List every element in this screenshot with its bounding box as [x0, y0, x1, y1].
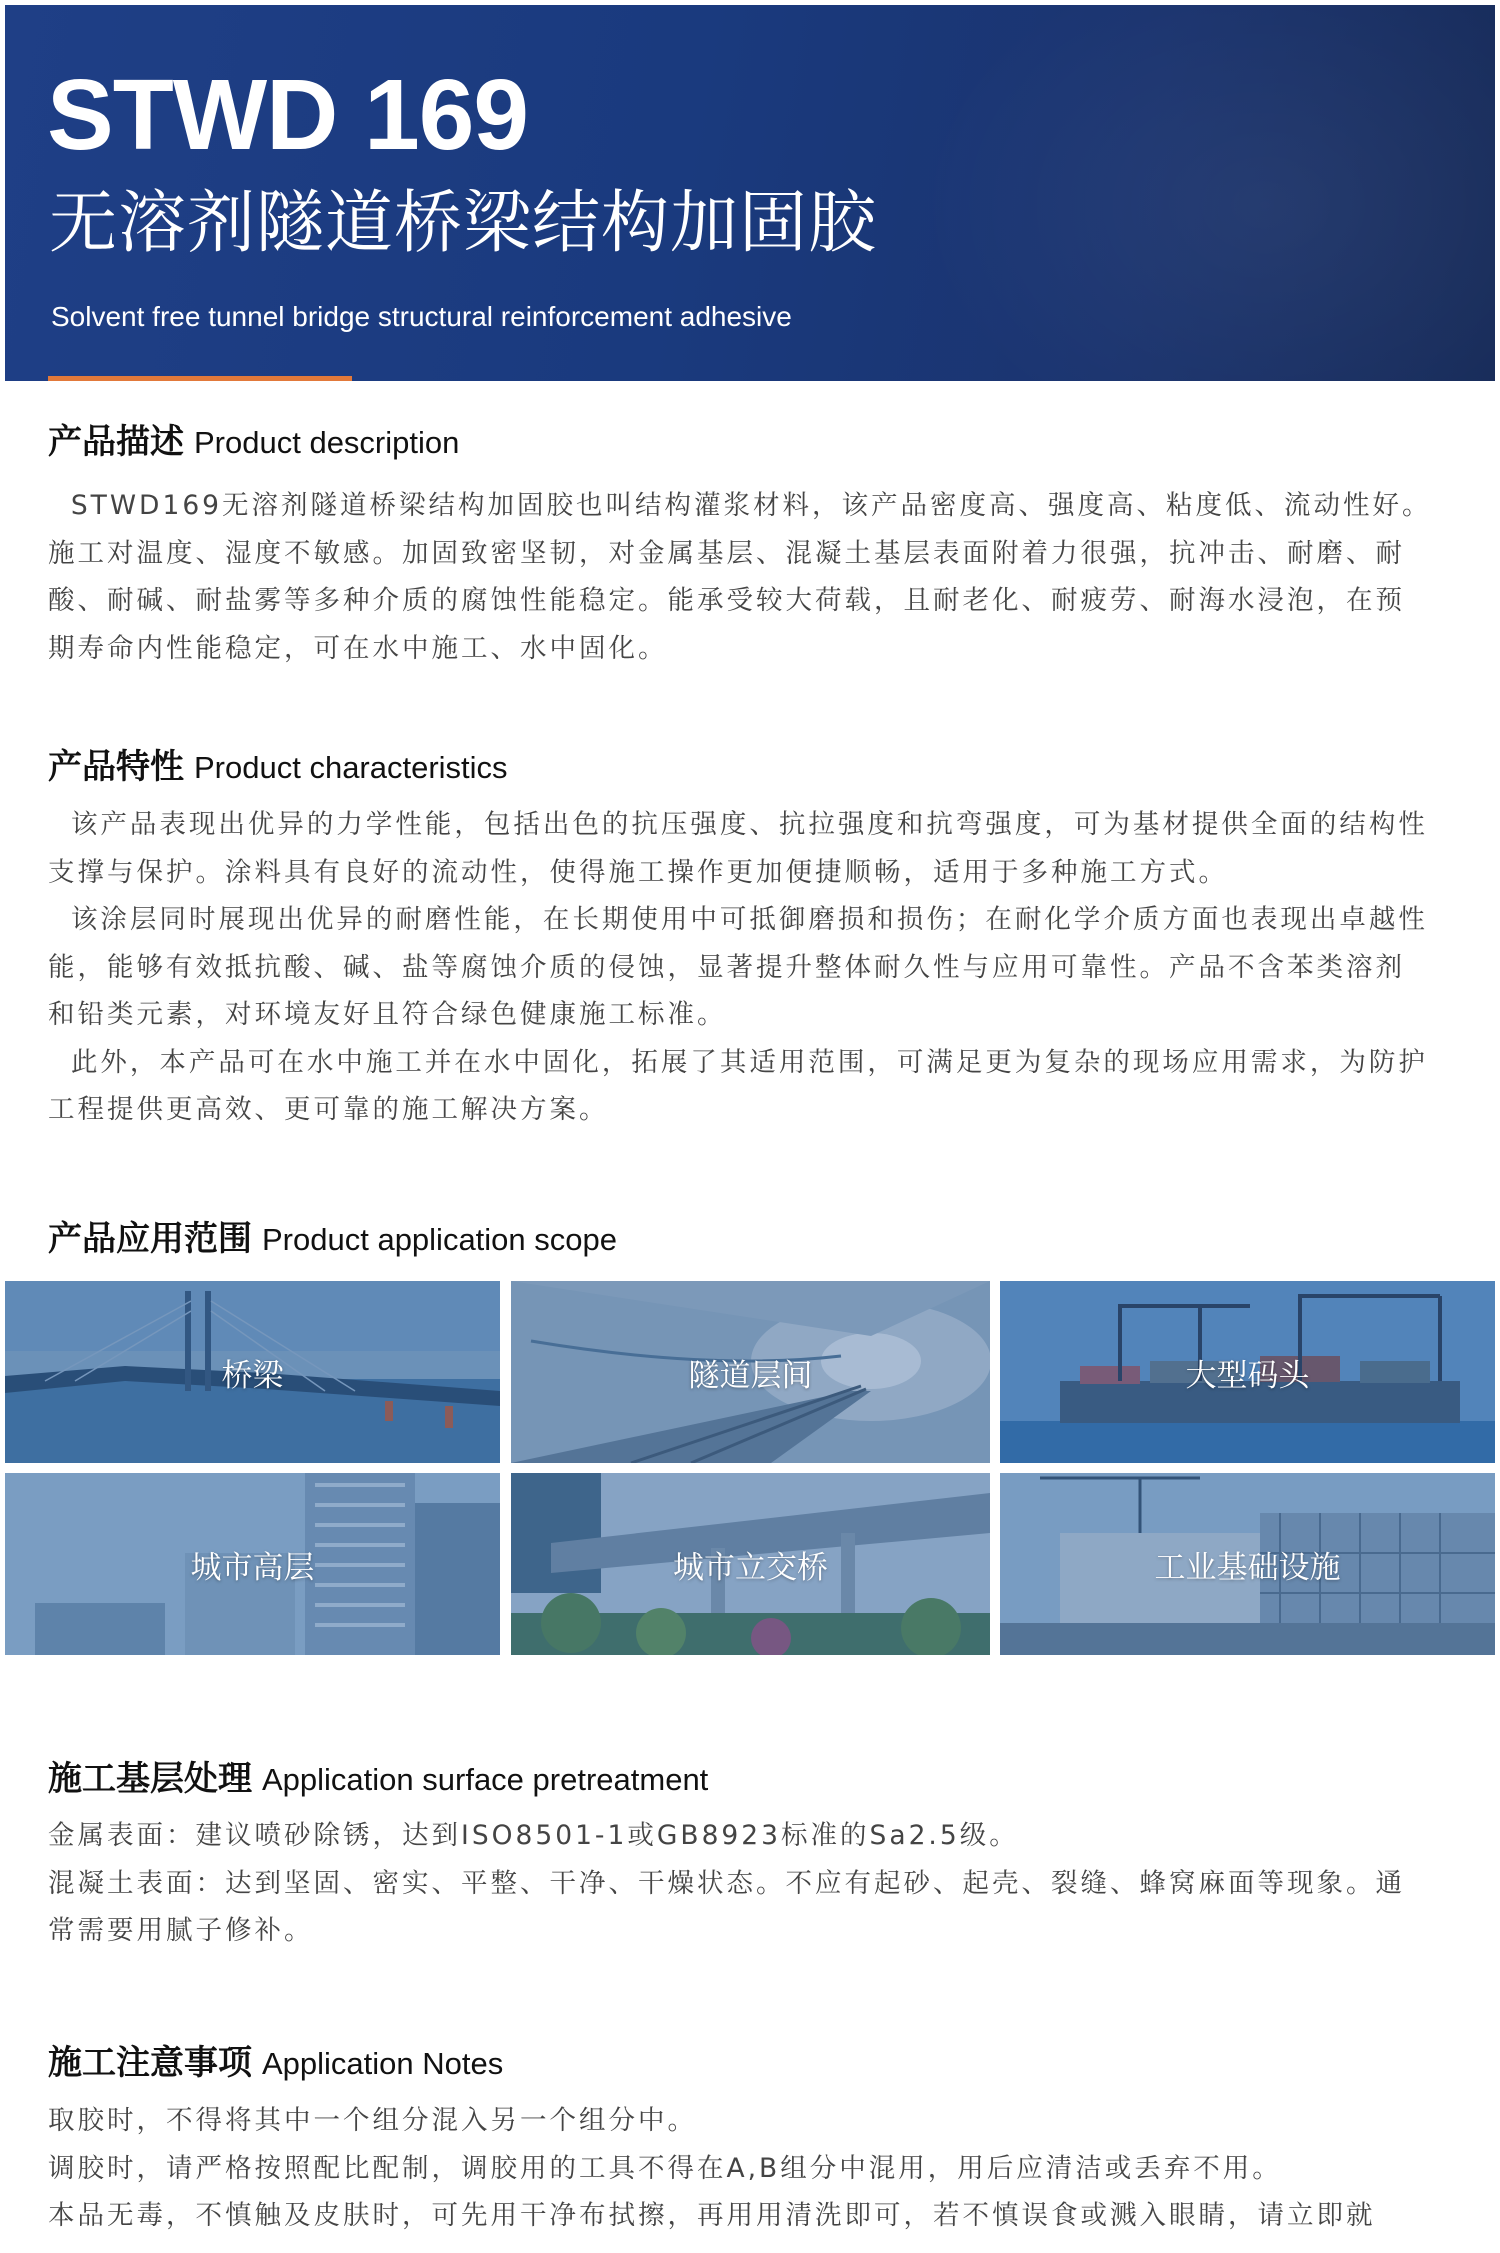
application-grid: [5, 1281, 1495, 1655]
section-title-en: Application surface pretreatment: [262, 1762, 709, 1797]
accent-bar: [48, 376, 352, 381]
paragraph-line: 该涂层同时展现出优异的耐磨性能，在长期使用中可抵御磨损和损伤；在耐化学介质方面也表现出卓越性: [48, 904, 1428, 935]
paragraph-line: 取胶时，不得将其中一个组分混入另一个组分中。: [48, 2105, 697, 2136]
paragraph-line: STWD169无溶剂隧道桥梁结构加固胶也叫结构灌浆材料，该产品密度高、强度高、粘度低、流动性好。: [48, 490, 1432, 521]
application-tile-overpass[interactable]: [511, 1473, 990, 1655]
section-title-en: Product description: [194, 425, 460, 460]
product-title: 无溶剂隧道桥梁结构加固胶: [49, 184, 878, 263]
characteristics-text: [48, 801, 1498, 1134]
paragraph-line: 常需要用腻子修补。: [48, 1915, 314, 1946]
section-title-characteristics: [48, 747, 508, 787]
paragraph-line: 混凝土表面：达到坚固、密实、平整、干净、干燥状态。不应有起砂、起壳、裂缝、蜂窝麻面等现象。通: [48, 1867, 1405, 1899]
paragraph-line: 工程提供更高效、更可靠的施工解决方案。: [48, 1094, 609, 1125]
application-tile-highrise[interactable]: [5, 1473, 500, 1655]
paragraph-line: 此外，本产品可在水中施工并在水中固化，拓展了其适用范围，可满足更为复杂的现场应用需求，为防护: [48, 1046, 1428, 1078]
tile-label: 城市立交桥: [673, 1549, 828, 1586]
hero-banner: [5, 5, 1495, 381]
paragraph-line: 酸、耐碱、耐盐雾等多种介质的腐蚀性能稳定。能承受较大荷载，且耐老化、耐疲劳、耐海水浸泡，在预: [48, 585, 1405, 616]
paragraph-line: 该产品表现出优异的力学性能，包括出色的抗压强度、抗拉强度和抗弯强度，可为基材提供全面的结构性: [48, 809, 1428, 840]
paragraph-line: 本品无毒，不慎触及皮肤时，可先用干净布拭擦，再用用清洗即可，若不慎误食或溅入眼睛，请立即就: [48, 2200, 1376, 2231]
section-title-notes: [48, 2043, 504, 2083]
paragraph-line: 期寿命内性能稳定，可在水中施工、水中固化。: [48, 632, 668, 664]
section-title-en: Product application scope: [262, 1222, 618, 1257]
section-title-zh: 产品应用范围: [48, 1219, 252, 1259]
application-tile-tunnel[interactable]: [511, 1281, 990, 1463]
application-tile-bridge[interactable]: [5, 1281, 500, 1463]
paragraph-line: 和铅类元素，对环境友好且符合绿色健康施工标准。: [48, 999, 727, 1030]
paragraph-line: 调胶时，请严格按照配比配制，调胶用的工具不得在A,B组分中混用，用后应清洁或丢弃不用。: [48, 2152, 1282, 2184]
section-title-application-scope: [48, 1219, 618, 1259]
section-title-zh: 产品特性: [48, 747, 184, 787]
section-title-en: Application Notes: [262, 2046, 504, 2081]
paragraph-line: 能，能够有效抵抗酸、碱、盐等腐蚀介质的侵蚀，显著提升整体耐久性与应用可靠性。产品不含苯类溶剂: [48, 951, 1405, 983]
tile-label: 工业基础设施: [1154, 1549, 1341, 1586]
tile-label: 大型码头: [1185, 1357, 1310, 1394]
application-tile-port[interactable]: [1000, 1281, 1495, 1463]
section-title-zh: 产品描述: [48, 422, 184, 462]
paragraph-line: 施工对温度、湿度不敏感。加固致密坚韧，对金属基层、混凝土基层表面附着力很强，抗冲击、耐磨、耐: [48, 537, 1405, 569]
application-tile-industrial[interactable]: [1000, 1473, 1495, 1655]
section-title-description: [48, 422, 460, 462]
product-subtitle: Solvent free tunnel bridge structural reinforcement adhesive: [51, 301, 792, 332]
section-title-zh: 施工基层处理: [48, 1759, 252, 1799]
tile-label: 城市高层: [190, 1549, 315, 1586]
section-title-en: Product characteristics: [194, 750, 508, 785]
section-title-zh: 施工注意事项: [48, 2043, 252, 2083]
paragraph-line: 金属表面：建议喷砂除锈，达到ISO8501-1或GB8923标准的Sa2.5级。: [48, 1820, 1019, 1851]
paragraph-line: 支撑与保护。涂料具有良好的流动性，使得施工操作更加便捷顺畅，适用于多种施工方式。: [48, 856, 1228, 888]
notes-text: [48, 2097, 1498, 2240]
description-text: [48, 482, 1498, 672]
tile-label: 桥梁: [221, 1357, 284, 1394]
tile-label: 隧道层间: [688, 1357, 813, 1394]
section-title-pretreatment: [48, 1759, 709, 1799]
pretreatment-text: [48, 1812, 1498, 1955]
product-code: STWD 169: [47, 59, 529, 171]
